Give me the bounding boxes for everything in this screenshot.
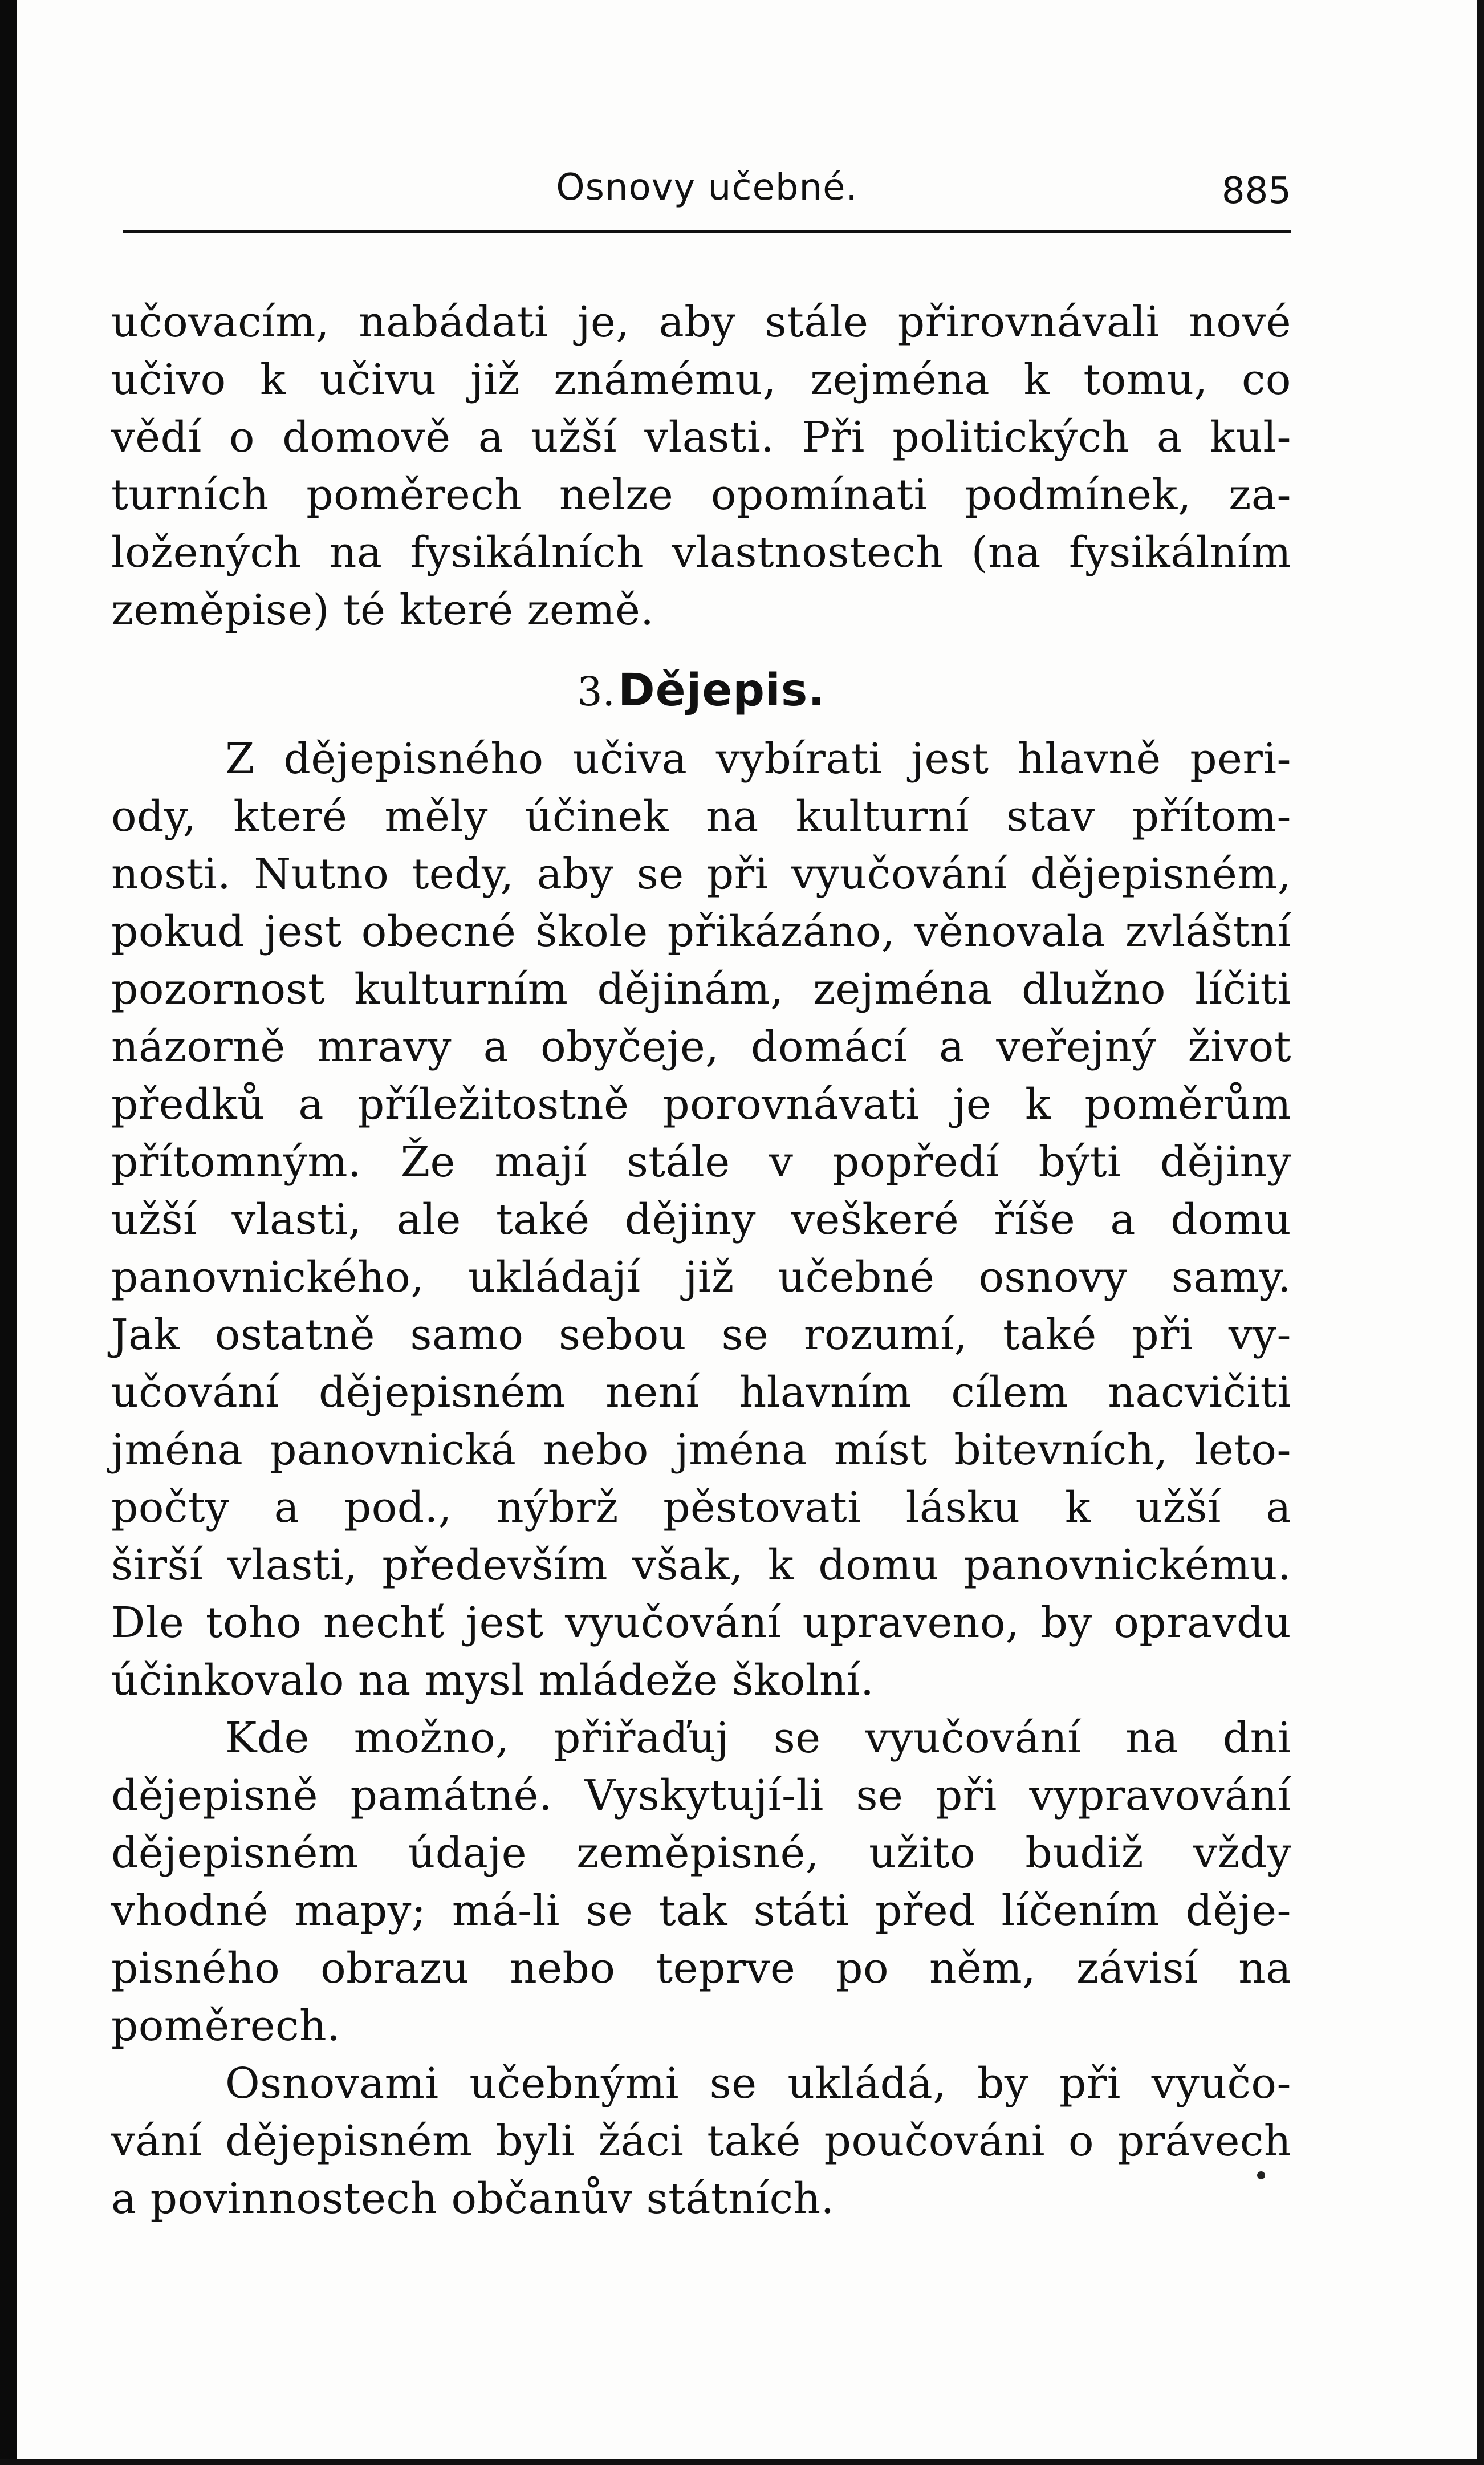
text-line: předků a příležitostně porovnávati je k poměrům (111, 1080, 1291, 1129)
section-title: Dějepis. (617, 665, 826, 716)
text-line: účinkovalo na mysl mládeže školní. (111, 1656, 875, 1705)
text-line: vání dějepisném byli žáci také poučováni o právech (111, 2117, 1291, 2166)
paragraph (111, 730, 1291, 1709)
section-heading (111, 651, 1291, 730)
text-line: Osnovami učebnými se ukládá, by při vyučo- (225, 2059, 1291, 2108)
text-line: nosti. Nutno tedy, aby se při vyučování dějepisném, (111, 850, 1291, 899)
text-line: zeměpise) té které země. (111, 586, 654, 635)
text-line: dějepisně památné. Vyskytují-li se při vypravování (111, 1771, 1291, 1820)
text-line: turních poměrech nelze opomínati podmínek, za- (111, 470, 1291, 519)
text-line: a povinnostech občanův státních. (111, 2174, 835, 2223)
paragraph (111, 1709, 1291, 2055)
text-line: jména panovnická nebo jména míst bitevních, leto- (111, 1426, 1291, 1475)
page-number: 885 (1221, 170, 1291, 212)
text-line: pokud jest obecné škole přikázáno, věnovala zvláštní (111, 907, 1291, 956)
text-line: širší vlasti, především však, k domu panovnickému. (111, 1541, 1291, 1590)
text-line: pisného obrazu nebo teprve po něm, závisí na (111, 1944, 1291, 1993)
text-line: ody, které měly účinek na kulturní stav přítom- (111, 792, 1291, 841)
text-line: učování dějepisném není hlavním cílem nacvičiti (111, 1368, 1291, 1417)
scan-edge-left (0, 0, 17, 2465)
text-line: dějepisném údaje zeměpisné, užito budiž vždy (111, 1829, 1291, 1878)
section-number: 3. (577, 668, 615, 715)
text-line: učivo k učivu již známému, zejména k tomu, co (111, 355, 1291, 404)
text-line: užší vlasti, ale také dějiny veškeré říše a domu (111, 1195, 1291, 1244)
body-text (111, 294, 1291, 2228)
scan-speck (1257, 2171, 1265, 2179)
paragraph-continuation (111, 294, 1291, 639)
text-line: počty a pod., nýbrž pěstovati lásku k užší a (111, 1483, 1291, 1532)
text-line: vědí o domově a užší vlasti. Při politických a kul- (111, 413, 1291, 462)
text-line: učovacím, nabádati je, aby stále přirovnávali nové (111, 298, 1291, 347)
running-title: Osnovy učebné. (556, 167, 858, 209)
header-rule (123, 230, 1291, 233)
text-line: Kde možno, přiřaďuj se vyučování na dni (225, 1713, 1291, 1763)
text-line: přítomným. Že mají stále v popředí býti dějiny (111, 1138, 1291, 1187)
text-line: poměrech. (111, 2001, 341, 2050)
text-line: vhodné mapy; má-li se tak státi před líčením děje- (111, 1886, 1291, 1935)
text-line: pozornost kulturním dějinám, zejména dlužno líčiti (111, 965, 1291, 1014)
text-line: ložených na fysikálních vlastnostech (na fysikálním (111, 528, 1291, 577)
text-line: Dle toho nechť jest vyučování upraveno, by opravdu (111, 1598, 1291, 1647)
scan-edge-right (1477, 0, 1484, 2465)
scan-edge-bottom (0, 2459, 1484, 2465)
text-line: názorně mravy a obyčeje, domácí a veřejný život (111, 1022, 1291, 1071)
paragraph (111, 2055, 1291, 2228)
running-head (123, 167, 1291, 218)
text-line: Z dějepisného učiva vybírati jest hlavně peri- (225, 734, 1291, 783)
text-line: panovnického, ukládají již učebné osnovy samy. (111, 1253, 1291, 1302)
text-line: Jak ostatně samo sebou se rozumí, také při vy- (111, 1310, 1291, 1359)
